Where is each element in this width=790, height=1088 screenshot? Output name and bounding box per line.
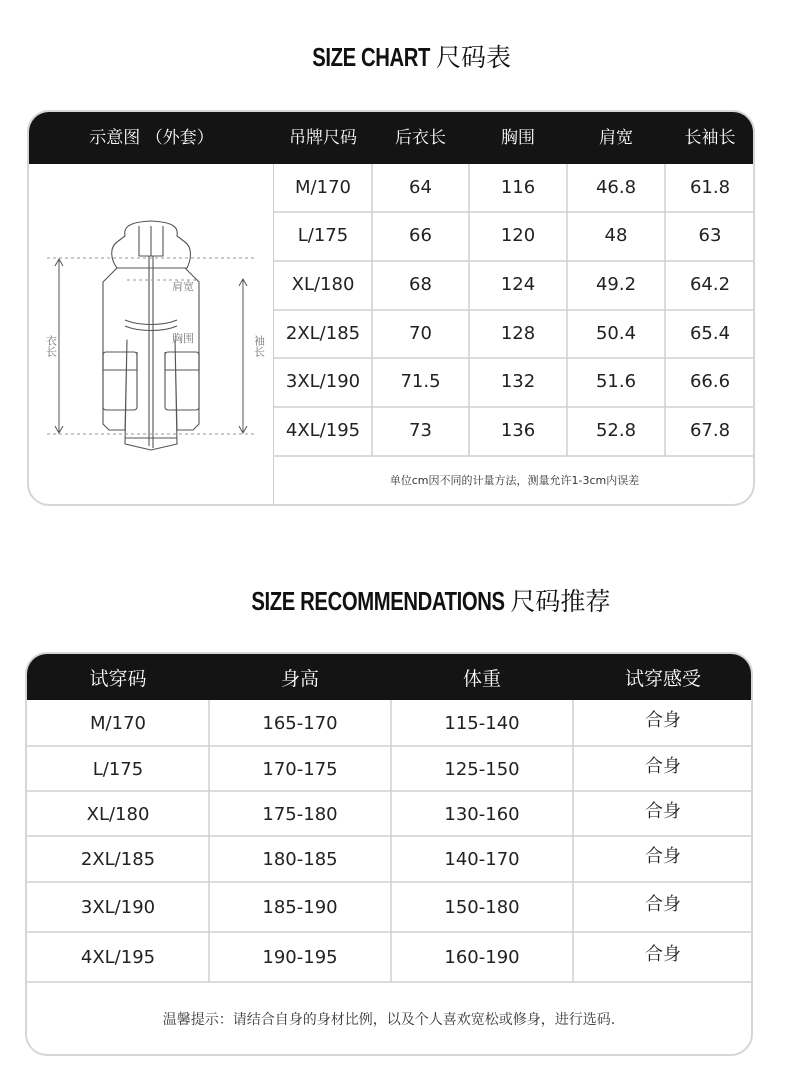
cell-chest: 136: [500, 420, 536, 441]
cell-chest: 124: [500, 274, 536, 295]
cell-try-size: M/170: [90, 713, 146, 734]
diagram-length-label: 衣长: [44, 335, 58, 357]
cell-fit: 合身: [645, 894, 681, 915]
header-chest: 胸围: [501, 128, 535, 148]
cell-fit: 合身: [645, 801, 681, 822]
cell-back-length: 66: [409, 225, 432, 246]
cell-try-size: 2XL/185: [80, 849, 156, 870]
cell-shoulder: 49.2: [595, 274, 637, 295]
cell-height: 170-175: [262, 759, 338, 780]
cell-tag-size: L/175: [297, 225, 349, 246]
cell-tag-size: M/170: [295, 177, 351, 198]
header-height: 身高: [280, 668, 319, 690]
cell-back-length: 73: [409, 420, 432, 441]
cell-chest: 132: [500, 371, 536, 392]
jacket-illustration: [29, 164, 274, 506]
cell-weight: 115-140: [444, 713, 520, 734]
cell-height: 190-195: [262, 947, 338, 968]
cell-back-length: 64: [409, 177, 432, 198]
header-tag-size: 吊牌尺码: [289, 128, 357, 148]
diagram-shoulder-label: 肩宽: [172, 280, 194, 293]
recommendations-title: [0, 582, 790, 618]
cell-fit: 合身: [645, 756, 681, 777]
recommendations-table: [25, 652, 753, 1056]
cell-sleeve: 67.8: [689, 420, 731, 441]
size-chart-table: [27, 110, 755, 506]
cell-try-size: 3XL/190: [80, 897, 156, 918]
cell-sleeve: 61.8: [689, 177, 731, 198]
cell-fit: 合身: [645, 846, 681, 867]
cell-height: 180-185: [262, 849, 338, 870]
cell-weight: 150-180: [444, 897, 520, 918]
header-weight: 体重: [462, 668, 501, 690]
cell-height: 185-190: [262, 897, 338, 918]
size-chart-title: [0, 38, 790, 74]
header-diagram: 示意图 （外套）: [89, 128, 214, 148]
cell-fit: 合身: [645, 710, 681, 731]
header-try-size: 试穿码: [89, 668, 147, 690]
cell-back-length: 68: [409, 274, 432, 295]
cell-height: 175-180: [262, 804, 338, 825]
size-chart-title-zh: 尺码表: [435, 43, 511, 72]
cell-shoulder: 52.8: [595, 420, 637, 441]
cell-sleeve: 66.6: [689, 371, 731, 392]
cell-weight: 160-190: [444, 947, 520, 968]
recommendations-title-en: SIZE RECOMMENDATIONS: [251, 586, 505, 616]
size-chart-title-en: SIZE CHART: [312, 42, 430, 72]
cell-tag-size: XL/180: [291, 274, 355, 295]
cell-tag-size: 4XL/195: [285, 420, 361, 441]
cell-weight: 125-150: [444, 759, 520, 780]
recommendations-title-zh: 尺码推荐: [510, 587, 611, 616]
cell-try-size: L/175: [92, 759, 144, 780]
cell-sleeve: 63: [698, 225, 722, 246]
cell-back-length: 71.5: [400, 371, 441, 392]
cell-shoulder: 46.8: [595, 177, 637, 198]
cell-back-length: 70: [409, 323, 432, 344]
cell-tag-size: 3XL/190: [285, 371, 361, 392]
cell-chest: 120: [500, 225, 536, 246]
diagram-sleeve-label: 袖长: [252, 335, 266, 357]
header-shoulder: 肩宽: [599, 128, 633, 148]
cell-fit: 合身: [645, 944, 681, 965]
cell-shoulder: 50.4: [595, 323, 637, 344]
cell-weight: 140-170: [444, 849, 520, 870]
cell-tag-size: 2XL/185: [285, 323, 361, 344]
recommendations-note: 温馨提示：请结合自身的身材比例，以及个人喜欢宽松或修身，进行选码.: [162, 1012, 616, 1028]
cell-weight: 130-160: [444, 804, 520, 825]
cell-sleeve: 65.4: [689, 323, 731, 344]
cell-chest: 116: [500, 177, 536, 198]
cell-height: 165-170: [262, 713, 338, 734]
diagram-chest-label: 胸围: [172, 332, 194, 345]
header-back-length: 后衣长: [395, 128, 446, 148]
cell-shoulder: 51.6: [595, 371, 637, 392]
cell-try-size: XL/180: [86, 804, 150, 825]
size-chart-note: 单位cm因不同的计量方法，测量允许1-3cm内误差: [389, 474, 640, 487]
header-fit: 试穿感受: [624, 668, 701, 690]
cell-sleeve: 64.2: [689, 274, 731, 295]
header-sleeve: 长袖长: [684, 128, 736, 148]
jacket-diagram: [29, 164, 274, 506]
cell-shoulder: 48: [604, 225, 628, 246]
cell-chest: 128: [500, 323, 536, 344]
cell-try-size: 4XL/195: [80, 947, 156, 968]
